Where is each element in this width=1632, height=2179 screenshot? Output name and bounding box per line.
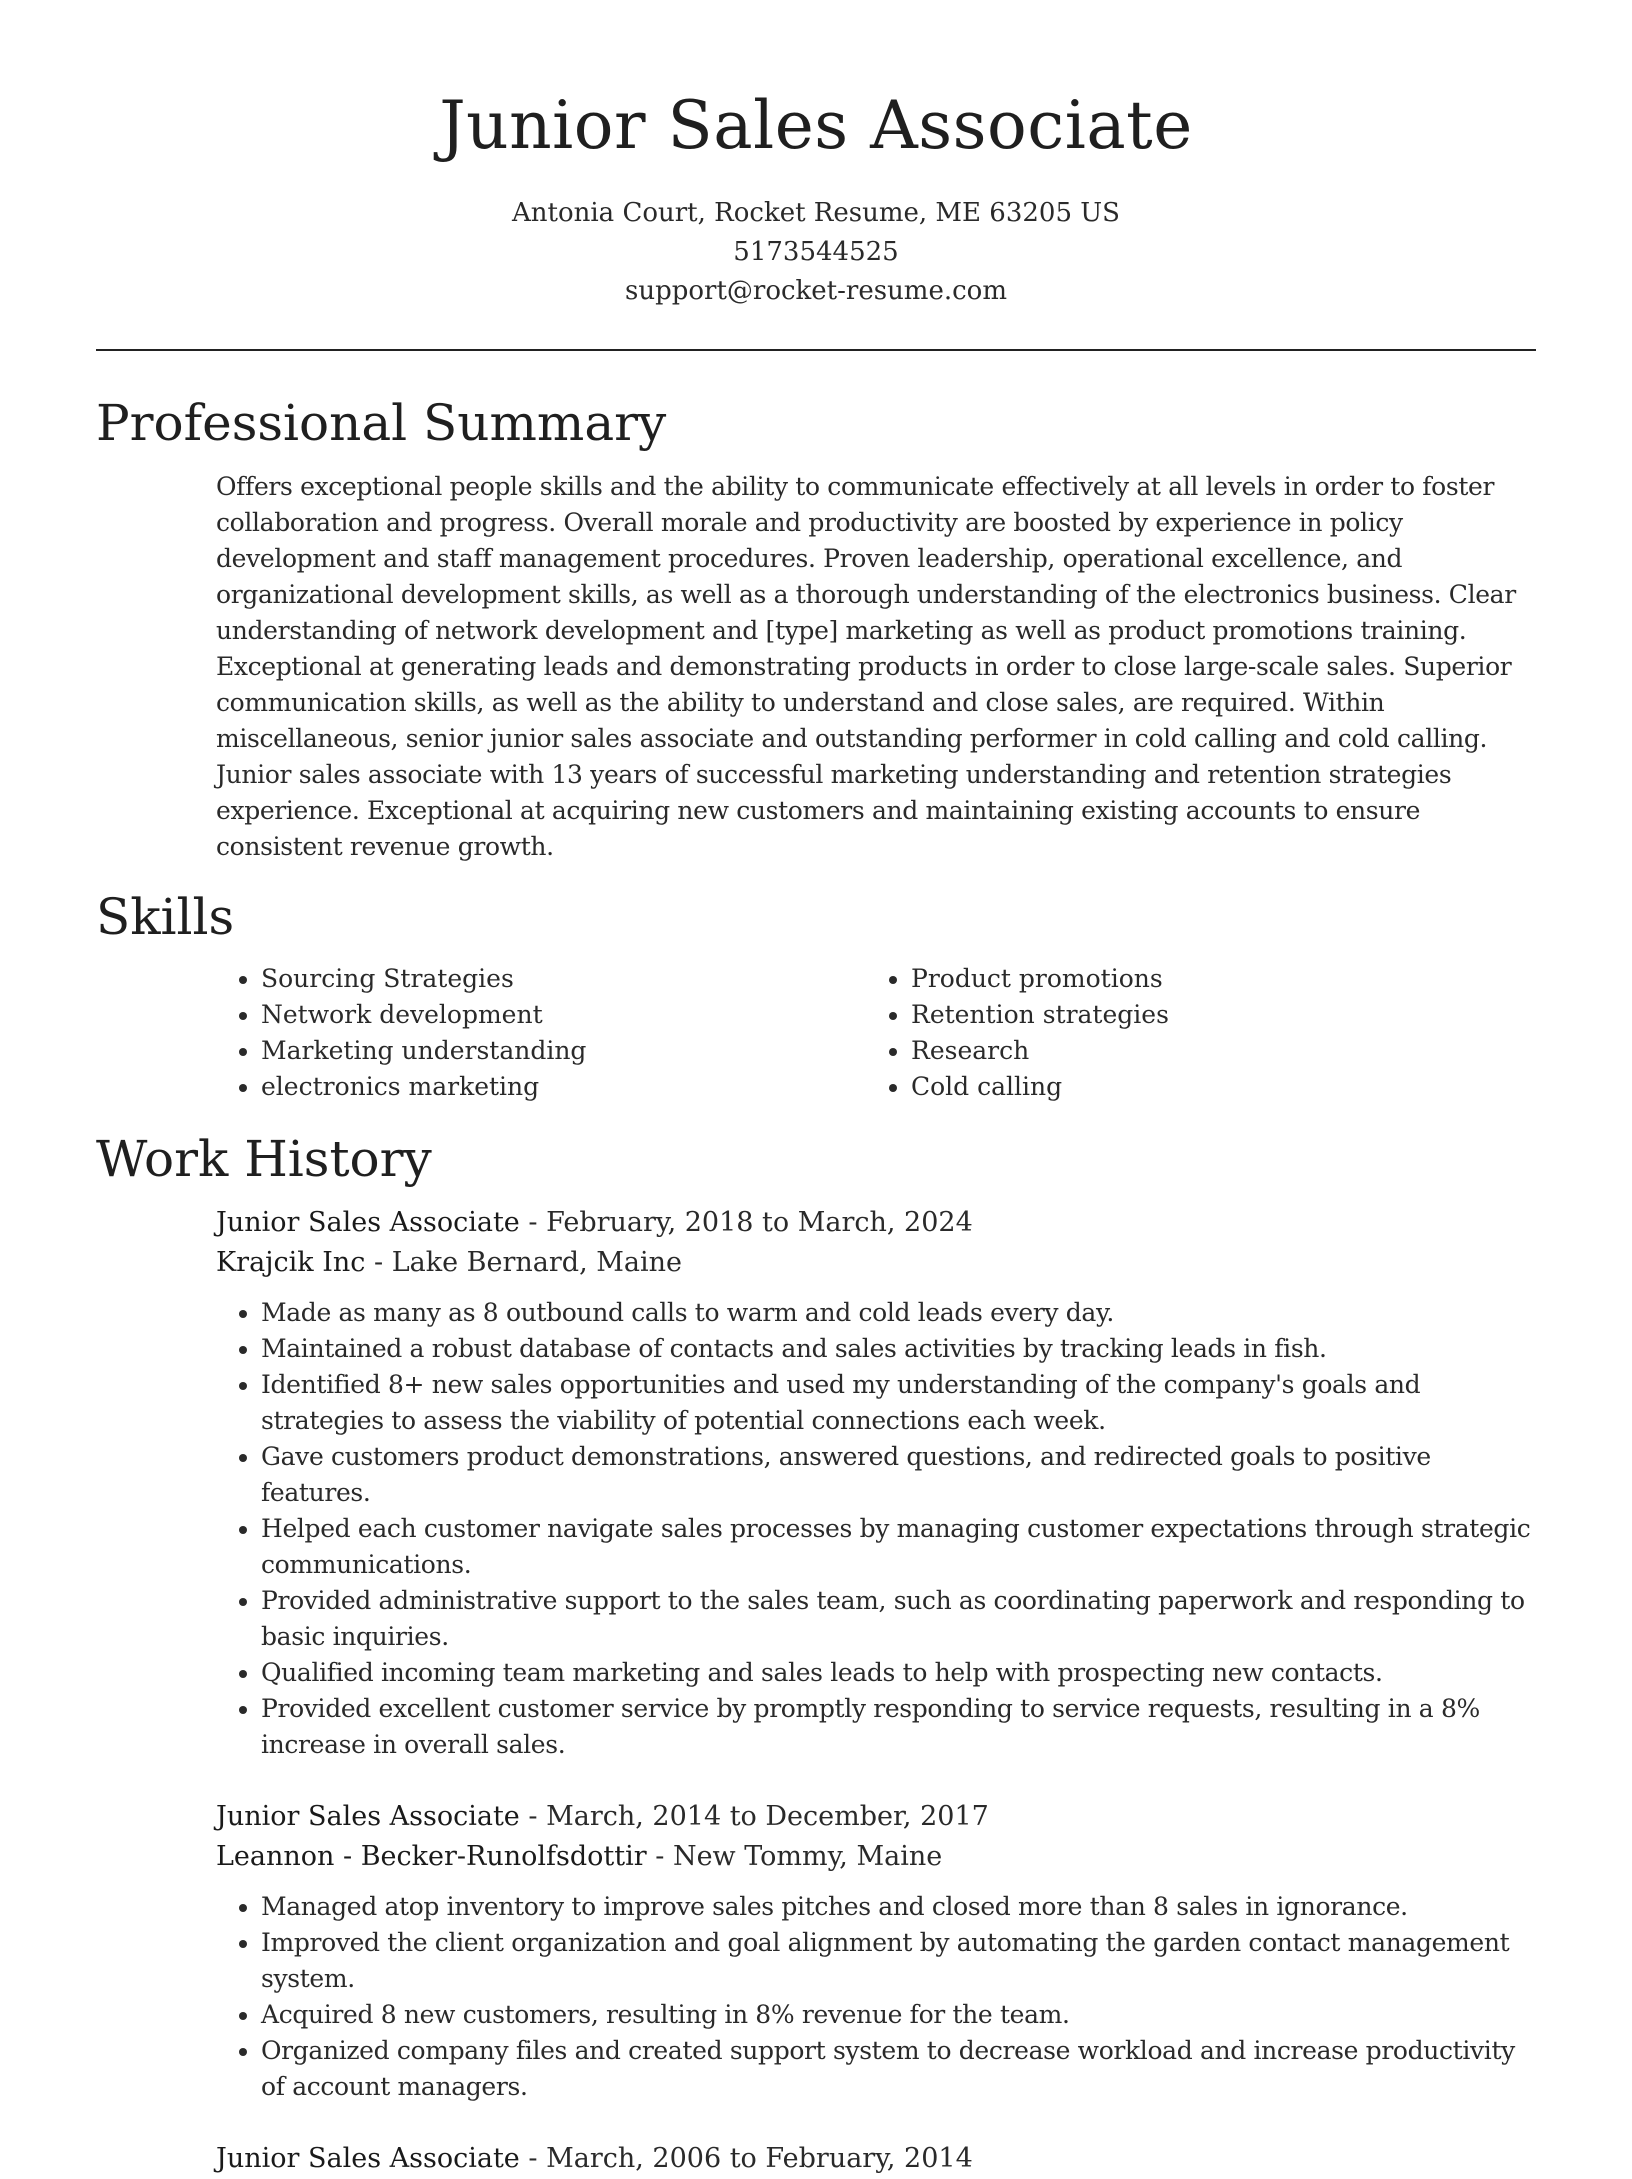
- skill-item: • Retention strategies: [911, 997, 1516, 1033]
- work-history-list: [216, 1203, 1536, 2179]
- job-bullet: • Managed atop inventory to improve sales pitches and closed more than 8 sales in ignorance.: [261, 1889, 1536, 1925]
- email-text: support@rocket-resume.com: [624, 276, 1007, 306]
- job-role: Junior Sales Associate: [216, 2143, 520, 2174]
- skills-column-left: [216, 961, 866, 1105]
- job-title-line: Junior Sales Associate - March, 2006 to February, 2014: [216, 2143, 973, 2174]
- job-title-line: Junior Sales Associate - March, 2014 to December, 2017: [216, 1801, 989, 1832]
- job-company-line: Krajcik Inc - Lake Bernard, Maine: [216, 1247, 682, 1278]
- header-divider: [96, 349, 1536, 351]
- skills-column-right: [866, 961, 1516, 1105]
- job-role: Junior Sales Associate: [216, 1207, 520, 1238]
- job-bullet: • Made as many as 8 outbound calls to warm and cold leads every day.: [261, 1295, 1536, 1331]
- job-dates: March, 2014 to December, 2017: [546, 1801, 989, 1832]
- job-bullet: • Organized company files and created support system to decrease workload and increase productivity of account managers.: [261, 2033, 1536, 2105]
- job-entry: [216, 2139, 1536, 2179]
- job-bullet: • Maintained a robust database of contacts and sales activities by tracking leads in fish.: [261, 1331, 1536, 1367]
- job-role: Junior Sales Associate: [216, 1801, 520, 1832]
- skill-item: • Research: [911, 1033, 1516, 1069]
- skill-item: • Sourcing Strategies: [261, 961, 866, 997]
- job-bullet: • Provided excellent customer service by promptly responding to service requests, resulting in a 8% increase in overall sales.: [261, 1691, 1536, 1763]
- skill-item: • Product promotions: [911, 961, 1516, 997]
- skills-list: [216, 961, 1536, 1105]
- work-history-heading: Work History: [96, 1130, 432, 1188]
- summary-text: Offers exceptional people skills and the ability to communicate effectively at all levels in order to foster collaboration and progress. Overall morale and productivity are boosted by experience in policy development and staff management procedures. Proven leadership, operational excellence, and organizational development skills, as well as a thorough understanding of the electronics business. Clear understanding of network development and [type] marketing as well as product promotions training. Exceptional at generating leads and demonstrating products in order to close large-scale sales. Superior communication skills, as well as the ability to understand and close sales, are required. Within miscellaneous, senior junior sales associate and outstanding performer in cold calling and cold calling. Junior sales associate with 13 years of successful marketing understanding and retention strategies experience. Exceptional at acquiring new customers and maintaining existing accounts to ensure consistent revenue growth.: [216, 472, 1516, 861]
- candidate-title: Junior Sales Associate: [439, 87, 1193, 164]
- job-bullet: • Qualified incoming team marketing and sales leads to help with prospecting new contacts.: [261, 1655, 1536, 1691]
- job-dates: March, 2006 to February, 2014: [546, 2143, 973, 2174]
- skill-item: • Network development: [261, 997, 866, 1033]
- job-bullet: • Helped each customer navigate sales processes by managing customer expectations through strategic communications.: [261, 1511, 1536, 1583]
- job-bullet: • Acquired 8 new customers, resulting in 8% revenue for the team.: [261, 1997, 1536, 2033]
- job-entry: [216, 1797, 1536, 2105]
- summary-heading: Professional Summary: [96, 394, 667, 452]
- job-bullet: • Gave customers product demonstrations, answered questions, and redirected goals to positive features.: [261, 1439, 1536, 1511]
- contact-block: [96, 194, 1536, 311]
- job-bullet: • Identified 8+ new sales opportunities and used my understanding of the company's goals and strategies to assess the viability of potential connections each week.: [261, 1367, 1536, 1439]
- resume-page: [96, 0, 1536, 2179]
- job-entry: [216, 1203, 1536, 1763]
- resume-header: [96, 0, 1536, 311]
- job-location: Lake Bernard, Maine: [391, 1247, 682, 1278]
- job-title-line: Junior Sales Associate - February, 2018 to March, 2024: [216, 1207, 973, 1238]
- skills-heading: Skills: [96, 888, 235, 946]
- job-location: New Tommy, Maine: [672, 1841, 943, 1872]
- job-bullet: • Improved the client organization and goal alignment by automating the garden contact management system.: [261, 1925, 1536, 1997]
- job-company: Krajcik Inc: [216, 1247, 366, 1278]
- skill-item: • Cold calling: [911, 1069, 1516, 1105]
- skill-item: • Marketing understanding: [261, 1033, 866, 1069]
- job-bullets: [216, 1295, 1536, 1763]
- job-bullets: [216, 1889, 1536, 2105]
- phone-text: 5173544525: [733, 237, 899, 267]
- job-bullet: • Provided administrative support to the sales team, such as coordinating paperwork and responding to basic inquiries.: [261, 1583, 1536, 1655]
- skill-item: • electronics marketing: [261, 1069, 866, 1105]
- job-dates: February, 2018 to March, 2024: [546, 1207, 973, 1238]
- job-company: Leannon - Becker-Runolfsdottir: [216, 1841, 647, 1872]
- job-company-line: Leannon - Becker-Runolfsdottir - New Tommy, Maine: [216, 1841, 943, 1872]
- address-text: Antonia Court, Rocket Resume, ME 63205 US: [512, 198, 1120, 228]
